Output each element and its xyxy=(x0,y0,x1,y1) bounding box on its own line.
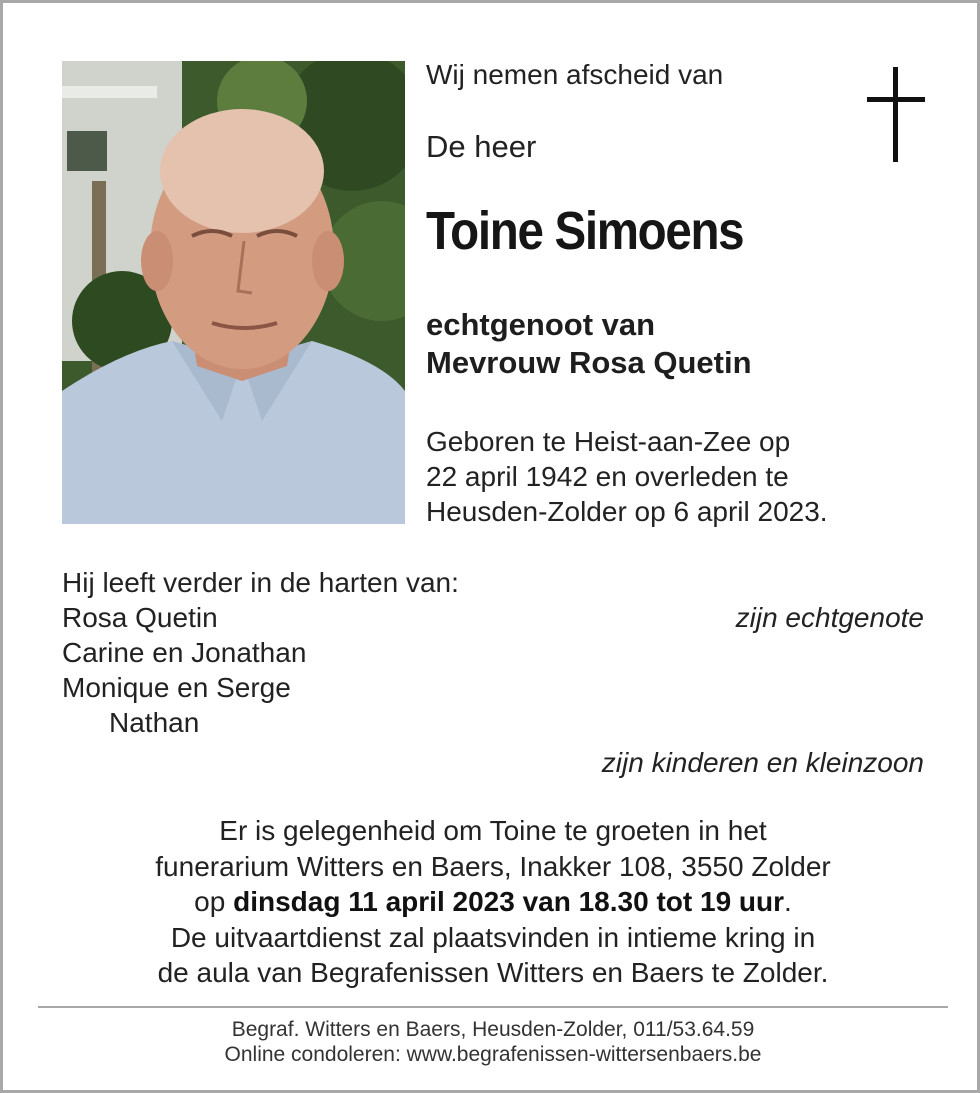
visitation-line-4: De uitvaartdienst zal plaatsvinden in intieme kring in xyxy=(170,921,816,953)
family-row-spouse xyxy=(62,600,924,635)
footer-line-2: Online condoleren: www.begrafenissen-wittersenbaers.be xyxy=(224,1043,762,1066)
family-child-2: Monique en Serge xyxy=(62,672,291,703)
born-line-2: 22 april 1942 en overleden te xyxy=(426,461,789,492)
family-heading: Hij leeft verder in de harten van: xyxy=(62,567,459,598)
visitation-line-5: de aula van Begrafenissen Witters en Baers te Zolder. xyxy=(157,957,829,988)
family-children-role: zijn kinderen en kleinzoon xyxy=(601,747,924,778)
visitation-prefix: op xyxy=(194,886,226,917)
spouse-line-1: echtgenoot van xyxy=(426,307,656,342)
honorific: De heer xyxy=(426,129,537,164)
visitation-date: dinsdag 11 april 2023 van 18.30 tot 19 uur xyxy=(233,886,785,917)
family-spouse-role: zijn echtgenote xyxy=(735,602,924,633)
cross-icon xyxy=(867,67,925,162)
spouse-line-2: Mevrouw Rosa Quetin xyxy=(426,345,752,380)
footer-line-1: Begraf. Witters en Baers, Heusden-Zolder, 011/53.64.59 xyxy=(231,1018,755,1041)
family-child-1: Carine en Jonathan xyxy=(62,637,307,668)
visitation-line-3 xyxy=(3,884,980,920)
visitation-line-2: funerarium Witters en Baers, Inakker 108, 3550 Zolder xyxy=(155,850,831,882)
visitation-line-1: Er is gelegenheid om Toine te groeten in het xyxy=(219,815,767,846)
visitation-suffix: . xyxy=(784,886,792,917)
family-list xyxy=(62,565,924,780)
visitation-block xyxy=(3,813,980,991)
birth-death-block xyxy=(426,424,828,529)
family-grandchild: Nathan xyxy=(109,707,200,738)
deceased-name: Toine Simoens xyxy=(426,201,744,261)
born-line-3: Heusden-Zolder op 6 april 2023. xyxy=(426,496,828,527)
portrait-photo xyxy=(62,61,405,524)
intro-text: Wij nemen afscheid van xyxy=(426,59,724,90)
divider xyxy=(38,1006,948,1008)
footer xyxy=(3,1017,980,1067)
born-line-1: Geboren te Heist-aan-Zee op xyxy=(426,426,791,457)
spouse-block xyxy=(426,306,752,382)
family-spouse-name: Rosa Quetin xyxy=(62,602,218,633)
